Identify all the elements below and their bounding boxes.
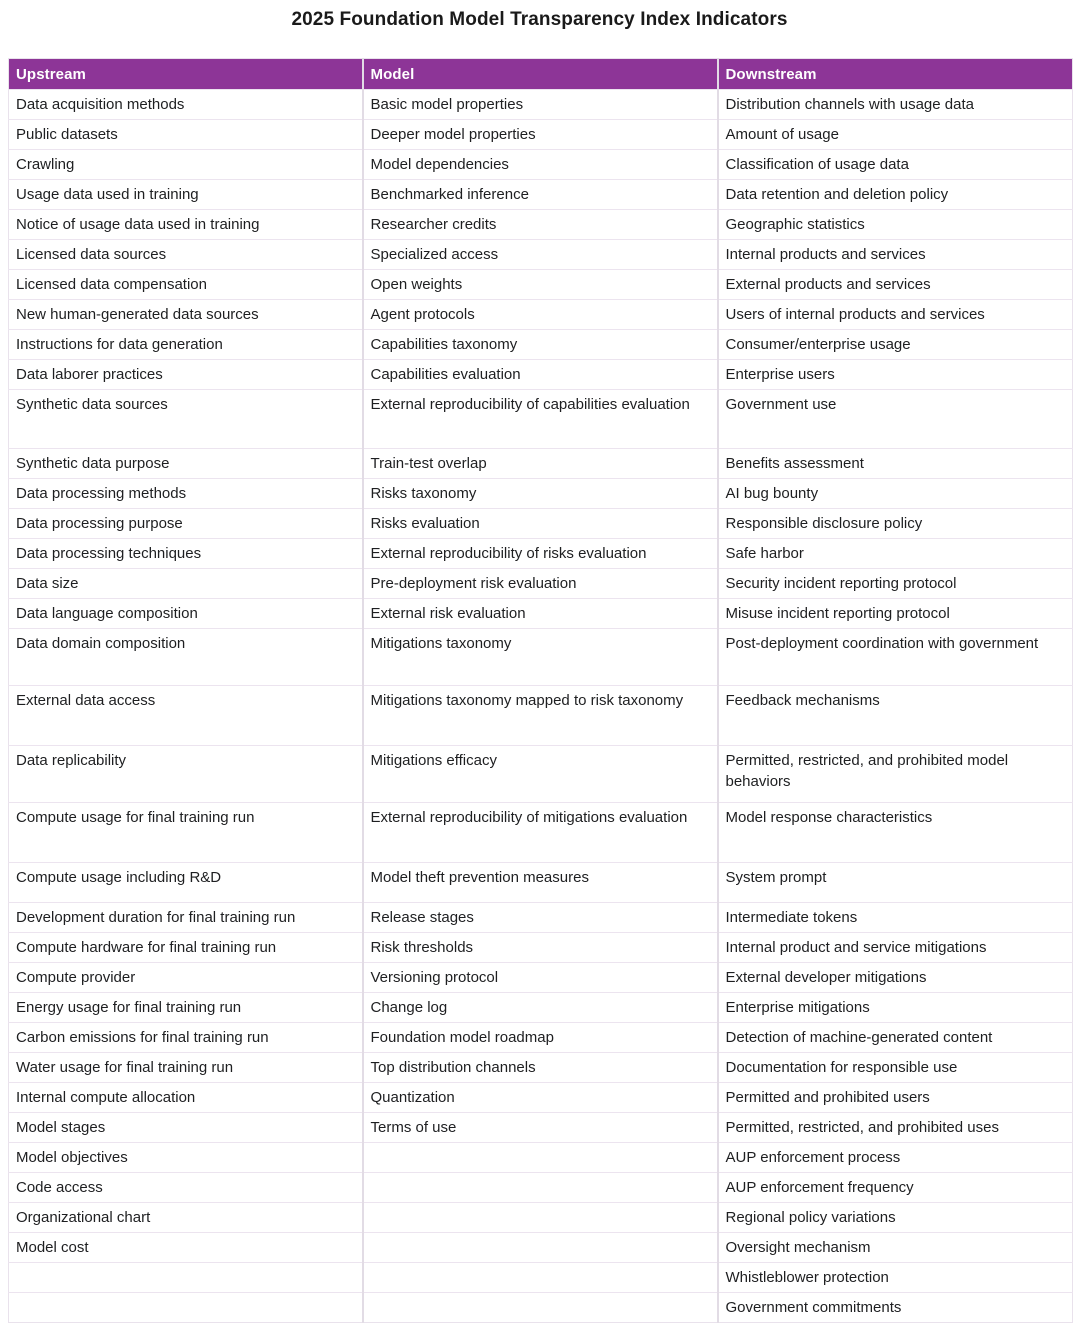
table-cell: Model stages: [9, 1113, 363, 1143]
table-row: [9, 629, 1073, 686]
indicators-table: [8, 58, 1073, 1323]
table-row: [9, 746, 1073, 803]
table-cell: Capabilities evaluation: [363, 360, 718, 390]
table-row: [9, 240, 1073, 270]
table-cell: Versioning protocol: [363, 963, 718, 993]
table-cell: Carbon emissions for final training run: [9, 1023, 363, 1053]
table-cell: Data laborer practices: [9, 360, 363, 390]
table-cell: Whistleblower protection: [718, 1263, 1073, 1293]
table-cell: External data access: [9, 686, 363, 746]
table-cell: Crawling: [9, 150, 363, 180]
table-cell: Benefits assessment: [718, 449, 1073, 479]
table-cell: Risks evaluation: [363, 509, 718, 539]
table-cell: [363, 1173, 718, 1203]
table-cell: Amount of usage: [718, 120, 1073, 150]
table-cell: Pre-deployment risk evaluation: [363, 569, 718, 599]
table-row: [9, 120, 1073, 150]
table-cell: Distribution channels with usage data: [718, 90, 1073, 120]
page-title: 2025 Foundation Model Transparency Index Indicators: [291, 9, 788, 30]
table-row: [9, 863, 1073, 903]
table-cell: Enterprise users: [718, 360, 1073, 390]
table-cell: System prompt: [718, 863, 1073, 903]
table-cell: Geographic statistics: [718, 210, 1073, 240]
table-cell: [363, 1293, 718, 1323]
table-cell: Data processing methods: [9, 479, 363, 509]
table-cell: [363, 1203, 718, 1233]
table-cell: Notice of usage data used in training: [9, 210, 363, 240]
table-row: [9, 1083, 1073, 1113]
table-cell: External developer mitigations: [718, 963, 1073, 993]
table-row: [9, 210, 1073, 240]
table-row: [9, 90, 1073, 120]
table-cell: Permitted, restricted, and prohibited uses: [718, 1113, 1073, 1143]
table-cell: Code access: [9, 1173, 363, 1203]
table-cell: Data size: [9, 569, 363, 599]
table-cell: Change log: [363, 993, 718, 1023]
table-cell: Synthetic data sources: [9, 390, 363, 449]
table-cell: Energy usage for final training run: [9, 993, 363, 1023]
table-cell: Security incident reporting protocol: [718, 569, 1073, 599]
table-cell: Model cost: [9, 1233, 363, 1263]
table-cell: Compute provider: [9, 963, 363, 993]
table-cell: Synthetic data purpose: [9, 449, 363, 479]
table-cell: Data acquisition methods: [9, 90, 363, 120]
table-row: [9, 1173, 1073, 1203]
table-cell: Quantization: [363, 1083, 718, 1113]
table-row: [9, 993, 1073, 1023]
header-row: [9, 59, 1073, 90]
table-row: [9, 1053, 1073, 1083]
table-cell: Terms of use: [363, 1113, 718, 1143]
table-cell: Train-test overlap: [363, 449, 718, 479]
table-row: [9, 686, 1073, 746]
table-cell: Regional policy variations: [718, 1203, 1073, 1233]
table-cell: Documentation for responsible use: [718, 1053, 1073, 1083]
table-cell: Compute hardware for final training run: [9, 933, 363, 963]
table-row: [9, 1023, 1073, 1053]
table-cell: Researcher credits: [363, 210, 718, 240]
table-cell: [363, 1143, 718, 1173]
table-row: [9, 270, 1073, 300]
table-cell: Organizational chart: [9, 1203, 363, 1233]
table-row: [9, 803, 1073, 863]
table-cell: Capabilities taxonomy: [363, 330, 718, 360]
table-cell: Instructions for data generation: [9, 330, 363, 360]
table-row: [9, 1203, 1073, 1233]
table-cell: AUP enforcement process: [718, 1143, 1073, 1173]
table-cell: Detection of machine-generated content: [718, 1023, 1073, 1053]
table-row: [9, 1113, 1073, 1143]
table-cell: Risks taxonomy: [363, 479, 718, 509]
table-cell: Internal products and services: [718, 240, 1073, 270]
table-cell: New human-generated data sources: [9, 300, 363, 330]
table-cell: Release stages: [363, 903, 718, 933]
table-cell: External products and services: [718, 270, 1073, 300]
table-row: [9, 903, 1073, 933]
page: [0, 8, 1079, 1316]
table-header: [9, 59, 1073, 90]
table-cell: Compute usage including R&D: [9, 863, 363, 903]
table-cell: Oversight mechanism: [718, 1233, 1073, 1263]
table-cell: External risk evaluation: [363, 599, 718, 629]
table-cell: Internal product and service mitigations: [718, 933, 1073, 963]
table-cell: Internal compute allocation: [9, 1083, 363, 1113]
table-cell: Government use: [718, 390, 1073, 449]
table-cell: Compute usage for final training run: [9, 803, 363, 863]
table-cell: [9, 1263, 363, 1293]
table-cell: Model theft prevention measures: [363, 863, 718, 903]
table-cell: Basic model properties: [363, 90, 718, 120]
table-cell: AUP enforcement frequency: [718, 1173, 1073, 1203]
table-cell: Licensed data compensation: [9, 270, 363, 300]
table-row: [9, 1233, 1073, 1263]
table-cell: Data language composition: [9, 599, 363, 629]
table-row: [9, 1143, 1073, 1173]
table-cell: Licensed data sources: [9, 240, 363, 270]
table-cell: Top distribution channels: [363, 1053, 718, 1083]
table-cell: Public datasets: [9, 120, 363, 150]
table-row: [9, 449, 1073, 479]
table-cell: Classification of usage data: [718, 150, 1073, 180]
table-row: [9, 963, 1073, 993]
table-body: [9, 90, 1073, 1323]
table-cell: Mitigations taxonomy mapped to risk taxonomy: [363, 686, 718, 746]
table-cell: Users of internal products and services: [718, 300, 1073, 330]
table-cell: Government commitments: [718, 1293, 1073, 1323]
table-row: [9, 933, 1073, 963]
table-cell: Mitigations efficacy: [363, 746, 718, 803]
table-cell: Model dependencies: [363, 150, 718, 180]
table-cell: External reproducibility of mitigations evaluation: [363, 803, 718, 863]
table-cell: Intermediate tokens: [718, 903, 1073, 933]
table-cell: Mitigations taxonomy: [363, 629, 718, 686]
table-cell: Data processing techniques: [9, 539, 363, 569]
table-cell: AI bug bounty: [718, 479, 1073, 509]
table-cell: Data retention and deletion policy: [718, 180, 1073, 210]
table-row: [9, 539, 1073, 569]
table-cell: Usage data used in training: [9, 180, 363, 210]
table-row: [9, 150, 1073, 180]
column-header-upstream: Upstream: [9, 59, 363, 90]
table-row: [9, 390, 1073, 449]
table-cell: [363, 1233, 718, 1263]
table-cell: [9, 1293, 363, 1323]
table-cell: Specialized access: [363, 240, 718, 270]
table-cell: Enterprise mitigations: [718, 993, 1073, 1023]
table-cell: Permitted and prohibited users: [718, 1083, 1073, 1113]
table-row: [9, 1263, 1073, 1293]
table-cell: Data processing purpose: [9, 509, 363, 539]
table-cell: Safe harbor: [718, 539, 1073, 569]
table-cell: Model objectives: [9, 1143, 363, 1173]
table-row: [9, 360, 1073, 390]
table-cell: Foundation model roadmap: [363, 1023, 718, 1053]
table-row: [9, 1293, 1073, 1323]
table-row: [9, 300, 1073, 330]
table-cell: Data replicability: [9, 746, 363, 803]
table-cell: External reproducibility of capabilities evaluation: [363, 390, 718, 449]
table-cell: Open weights: [363, 270, 718, 300]
table-cell: Data domain composition: [9, 629, 363, 686]
table-row: [9, 569, 1073, 599]
table-cell: Feedback mechanisms: [718, 686, 1073, 746]
table-row: [9, 599, 1073, 629]
table-cell: Post-deployment coordination with government: [718, 629, 1073, 686]
table-row: [9, 180, 1073, 210]
table-row: [9, 509, 1073, 539]
table-cell: Responsible disclosure policy: [718, 509, 1073, 539]
table-cell: Misuse incident reporting protocol: [718, 599, 1073, 629]
table-cell: External reproducibility of risks evaluation: [363, 539, 718, 569]
table-cell: Agent protocols: [363, 300, 718, 330]
table-cell: Consumer/enterprise usage: [718, 330, 1073, 360]
column-header-model: Model: [363, 59, 718, 90]
table-row: [9, 479, 1073, 509]
table-cell: [363, 1263, 718, 1293]
table-cell: Benchmarked inference: [363, 180, 718, 210]
table-cell: Deeper model properties: [363, 120, 718, 150]
table-cell: Permitted, restricted, and prohibited model behaviors: [718, 746, 1073, 803]
column-header-downstream: Downstream: [718, 59, 1073, 90]
table-cell: Model response characteristics: [718, 803, 1073, 863]
table-cell: Risk thresholds: [363, 933, 718, 963]
table-cell: Water usage for final training run: [9, 1053, 363, 1083]
table-row: [9, 330, 1073, 360]
table-cell: Development duration for final training run: [9, 903, 363, 933]
